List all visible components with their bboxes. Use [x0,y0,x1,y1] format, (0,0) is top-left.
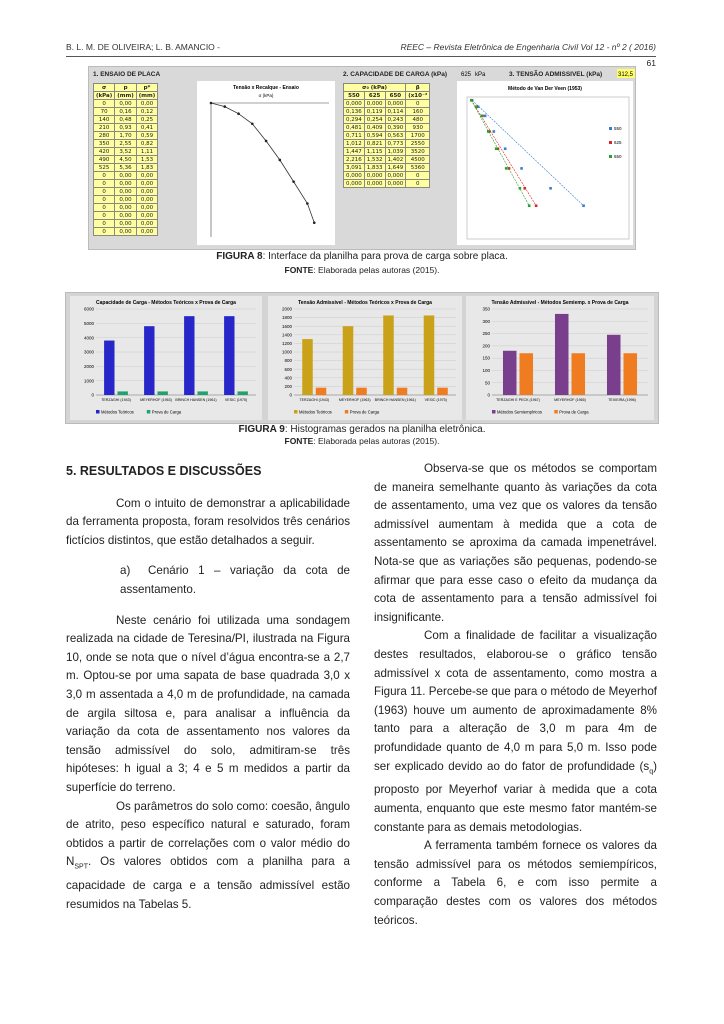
fig8-title-3: 3. TENSÃO ADMISSIVEL (kPa) [509,71,603,78]
fig9-source-label: FONTE [284,436,314,446]
table-row [94,228,158,236]
fig8-title-2: 2. CAPACIDADE DE CARGA (kPa) [343,71,448,78]
table-cell: 5,36 [115,164,137,172]
table-cell: 5360 [406,164,430,172]
table-cell: 490 [94,156,115,164]
chart3-point [475,105,478,108]
fig9-category-label: MEYERHOF (1963) [140,398,172,402]
table-cell: 0,000 [344,100,365,108]
chart3-point [470,99,473,102]
fig9-bar [437,388,448,395]
fig9-tick-label: 0 [487,392,490,398]
table-cell: 0,000 [364,100,385,108]
page-number: 61 [646,58,656,68]
table-cell: 0 [94,180,115,188]
fig9-bar [158,391,168,395]
fig9-chart-title: Tensão Admissível - Métodos Teóricos x Prova de Carga [298,300,432,306]
table-cell: 70 [94,108,115,116]
chart3-legend-swatch [609,127,612,130]
table-cell: 0 [94,188,115,196]
table-cell: 1,53 [136,156,158,164]
table-cell: 0,00 [115,228,137,236]
scenario-item-marker: a) [120,564,131,578]
chart3-point [582,204,585,207]
fig9-category-label: MEYERHOF (1965) [554,398,586,402]
fig9-bar [520,353,534,395]
fig9-tick-label: 3000 [83,349,94,355]
table-cell: 0,41 [136,124,158,132]
table-cell: 0 [406,172,430,180]
fig8-t2-subcol: 650 [385,92,406,100]
table-row [94,132,158,140]
table-cell: 210 [94,124,115,132]
chart3-legend-label: 650 [614,154,622,159]
fig9-category-label: VESIC (1975) [224,398,248,402]
table-cell: 480 [406,116,430,124]
left-paragraph-1: Com o intuito de demonstrar a aplicabilidade da ferramenta proposta, foram resolvidos três cenários fictícios distintos, que estão detalhados a seguir. [66,496,350,547]
table-cell: 0,390 [385,124,406,132]
table-row [94,188,158,196]
table-cell: 0,00 [115,220,137,228]
table-row [94,156,158,164]
table-cell: 1,83 [136,164,158,172]
left-paragraph-3-a: Os parâmetros do solo como: coesão, ângulo de atrito, peso específico natural e saturado, foram obtidos a partir de correlações com o valor médio do N [66,799,350,869]
fig9-tick-label: 0 [91,392,94,398]
table-cell: 0,294 [344,116,365,124]
fig9-legend-label: Métodos Teóricos [299,409,332,415]
fig9-legend-swatch [492,410,496,414]
chart1-point [251,122,254,125]
chart1-point [265,140,268,143]
table-cell: 420 [94,148,115,156]
fig9-legend-label: Métodos Semiempíricos [497,409,542,415]
fig9-bar [198,391,208,395]
table-row [344,180,430,188]
sq-subscript: q [649,767,654,775]
table-cell: 4,50 [115,156,137,164]
table-cell: 0,48 [115,116,137,124]
right-paragraph-1: Observa-se que os métodos se comportam de maneira semelhante quanto às variações da cota de assentamento, uma vez que os valores da tensão admissível aumentam à medida que a cota de assentamento se aproxima da camada impenetrável. Nota-se que as variações são pequenas, podendo-se afirmar que para esse caso o efeito da mudança da cota de assentamento para a tensão admissível foi insignificante. [374,462,657,624]
fig9-tick-label: 50 [484,380,490,386]
fig8-chart1-bg [197,81,335,245]
table-cell: 0,00 [136,204,158,212]
fig9-tick-label: 1600 [281,323,292,329]
table-row [344,172,430,180]
header-journal: REEC – Revista Eletrônica de Engenharia Civil Vol 12 - nº 2 ( 2016) [400,42,656,52]
chart1-point [237,112,240,115]
table-cell: 0,000 [385,100,406,108]
fig9-category-label: BRINCH HANSEN (1961) [175,398,217,402]
fig8-cap-unit: kPa [475,72,486,78]
fig9-tick-label: 5000 [83,320,94,326]
fig9-caption-text: : Histogramas gerados na planilha eletrônica. [284,424,486,435]
table-cell: 0,000 [364,180,385,188]
fig9-legend-label: Métodos Teóricos [101,409,134,415]
chart1-point [306,202,309,205]
fig9-tick-label: 300 [482,318,490,324]
table-cell: 0,12 [136,108,158,116]
table-row [344,100,430,108]
fig8-source-label: FONTE [284,265,314,275]
fig8-t1-unit: (mm) [115,92,137,100]
fig8-t2-header [344,84,430,92]
table-cell: 0,00 [115,180,137,188]
table-cell: 0,409 [364,124,385,132]
fig9-bar [383,315,394,395]
fig9-category-label: TERZAGHI E PECK (1967) [496,398,540,402]
fig8-chart1-title: Tensão x Recalque - Ensaio [233,85,299,91]
chart3-point [484,115,487,118]
chart3-point [505,167,508,170]
table-cell: 0 [94,220,115,228]
table-cell: 3520 [406,148,430,156]
table-row [94,108,158,116]
figure-9-histograms [65,292,659,424]
fig9-chart-2 [268,296,462,420]
chart3-legend-label: 550 [614,126,622,131]
table-row [344,156,430,164]
table-cell: 0,000 [385,180,406,188]
table-cell: 0,25 [136,116,158,124]
table-cell: 2,216 [344,156,365,164]
table-cell: 0,00 [136,220,158,228]
chart3-legend-swatch [609,155,612,158]
table-row [94,196,158,204]
right-paragraph-2-a: Com a finalidade de facilitar a visualização destes resultados, elaborou-se o gráfico tensão admissível x cota de assentamento, como mostra a Figura 11. Percebe-se que para o método de Meyerhof (1963) houve um aumento de aproximadamente 8% tanto para a alteração de 3,0 m para 4m de profundidade quanto de 4,0 m para 5,0 m. Isso pode ser explicado devido ao do fator de profundidade (s [374,629,657,773]
table-row [94,172,158,180]
table-cell: 0,119 [364,108,385,116]
table-cell: 2,55 [115,140,137,148]
fig8-chart3-title: Método de Van Der Veen (1953) [508,86,582,92]
table-cell: 0,114 [385,108,406,116]
scenario-item [66,562,350,599]
table-row [94,148,158,156]
fig9-tick-label: 1000 [83,378,94,384]
table-row [94,100,158,108]
table-cell: 0 [94,196,115,204]
chart1-point [210,102,213,105]
fig9-bar [184,316,194,395]
table-cell: 3,091 [344,164,365,172]
table-row [344,124,430,132]
chart3-legend-label: 625 [614,140,622,145]
table-cell: 0,00 [115,196,137,204]
table-cell: 0,00 [136,228,158,236]
table-cell: 0,00 [115,100,137,108]
fig9-bar [343,326,354,395]
fig9-tick-label: 250 [482,331,490,337]
fig8-chart1-subtitle: σ (kPa) [258,93,274,98]
fig8-t2-sub [344,92,430,100]
fig8-title-1: 1. ENSAIO DE PLACA [93,71,161,78]
table-cell: 0,000 [344,172,365,180]
chart1-point [313,221,316,224]
fig8-t2-subcol: (x10⁻³ [406,92,430,100]
nspt-subscript: SPT [74,863,88,871]
table-cell: 0,711 [344,132,365,140]
table-cell: 1,649 [385,164,406,172]
table-row [94,204,158,212]
figure-9-source [0,436,724,446]
table-cell: 0,00 [115,204,137,212]
table-cell: 0,00 [115,212,137,220]
fig8-adm-value: 312,5 [618,72,634,78]
fig8-t1-units [94,92,158,100]
right-column [374,460,657,930]
fig8-t1-unit: (kPa) [94,92,115,100]
table-cell: 280 [94,132,115,140]
table-cell: 0 [94,100,115,108]
table-cell: 0,000 [344,180,365,188]
fig9-bar [397,388,408,395]
table-cell: 0,773 [385,140,406,148]
fig9-source-text: : Elaborada pelas autoras (2015). [313,436,440,446]
table-cell: 140 [94,116,115,124]
table-cell: 0 [94,172,115,180]
table-cell: 160 [406,108,430,116]
table-cell: 930 [406,124,430,132]
fig9-tick-label: 400 [284,375,292,381]
fig9-tick-label: 200 [482,343,490,349]
table-cell: 0,93 [115,124,137,132]
table-cell: 0,243 [385,116,406,124]
fig9-bar [424,315,435,395]
fig9-bar [607,335,621,395]
table-row [94,220,158,228]
figure-8-source [0,265,724,275]
right-paragraph-3: A ferramenta também fornece os valores da tensão admissível para os métodos semiempíricos, conforme a Tabela 6, e com isso permite a comparação destes com os valores dos métodos teóricos. [374,839,657,927]
table-cell: 3,52 [115,148,137,156]
table-row [344,108,430,116]
fig9-tick-label: 200 [284,384,292,389]
table-cell: 1,447 [344,148,365,156]
fig9-bar [555,314,569,395]
fig9-tick-label: 1000 [281,349,292,355]
table-cell: 1,012 [344,140,365,148]
table-row [94,124,158,132]
table-cell: 0,136 [344,108,365,116]
table-cell: 0,00 [136,100,158,108]
fig9-bar [144,326,154,395]
fig9-bar [238,391,248,395]
table-cell: 1,11 [136,148,158,156]
fig9-legend-swatch [554,410,558,414]
table-cell: 2550 [406,140,430,148]
fig9-bar [224,316,234,395]
fig9-tick-label: 2000 [281,306,292,312]
fig9-legend-label: Prova de Carga [349,409,380,415]
chart3-point [504,147,507,150]
fig8-t2-col: β [406,84,430,92]
table-cell: 0,000 [364,172,385,180]
fig8-t1-col: p* [136,84,158,92]
fig8-t1-col: σ [94,84,115,92]
figure-8-spreadsheet [88,66,636,250]
left-paragraph-3-b: . Os valores obtidos com a planilha para a capacidade de carga e a tensão admissível estão resumidos na Tabelas 5. [66,855,350,911]
table-cell: 1,70 [115,132,137,140]
chart1-point [223,105,226,108]
fig9-bar [624,353,638,395]
fig9-tick-label: 100 [482,368,490,374]
fig9-category-label: BRINCH HANSEN (1961) [374,398,416,402]
header-authors: B. L. M. DE OLIVEIRA; L. B. AMANCIO - [66,42,220,52]
table-cell: 0 [406,180,430,188]
table-cell: 1,039 [385,148,406,156]
fig9-legend-label: Prova de Carga [559,409,589,415]
fig9-tick-label: 2000 [83,363,94,369]
fig8-cap-value: 625 [461,72,472,78]
chart3-point [520,167,523,170]
table-cell: 0,821 [364,140,385,148]
fig9-tick-label: 1200 [281,341,292,346]
left-paragraph-3 [66,798,350,915]
fig9-tick-label: 350 [482,306,490,312]
fig9-tick-label: 1800 [281,315,292,321]
table-cell: 4500 [406,156,430,164]
fig9-tick-label: 0 [289,392,292,398]
chart3-point [480,115,483,118]
table-cell: 0,254 [364,116,385,124]
fig9-bar [104,341,114,395]
table-cell: 350 [94,140,115,148]
fig9-bar [356,388,367,395]
chart1-point [292,180,295,183]
left-paragraph-2: Neste cenário foi utilizada uma sondagem realizada na cidade de Teresina/PI, ilustrada na Figura 10, onde se nota que o nível d’água encontra-se a 2,7 m. Optou-se por uma sapata de base quadrada 3,0 x 3,0 m assentada a 4,0 m de profundidade, na camada de argila siltosa e, para analisar a influência da variação da cota de assentamento nos valores da tensão admissível do solo, admitiram-se três hipóteses: h igual a 3; 4 e 5 m medidos a partir da superfície do terreno. [66,613,350,794]
table-cell: 1,833 [364,164,385,172]
fig9-tick-label: 800 [284,358,292,364]
fig9-category-label: TEIXEIRA (1996) [608,398,636,402]
fig9-tick-label: 1400 [281,332,292,338]
fig9-chart-1 [70,296,262,420]
fig9-bar [316,388,327,395]
fig8-t1-col: p [115,84,137,92]
table-row [94,212,158,220]
chart3-point [535,204,538,207]
fig8-caption-text: : Interface da planilha para prova de carga sobre placa. [262,251,508,262]
scenario-item-text: Cenário 1 – variação da cota de assentamento. [120,564,350,596]
table-cell: 0,59 [136,132,158,140]
table-cell: 0 [94,212,115,220]
fig9-chart-3 [466,296,654,420]
chart3-point [495,147,498,150]
fig9-bar [503,351,517,395]
table-cell: 0,00 [136,172,158,180]
table-cell: 0,000 [385,172,406,180]
left-column [66,462,350,914]
table-cell: 0 [406,100,430,108]
section-heading: 5. RESULTADOS E DISCUSSÕES [66,464,262,478]
fig9-bar [118,391,128,395]
fig9-label: FIGURA 9 [238,424,285,435]
table-row [344,132,430,140]
fig9-tick-label: 4000 [83,335,94,341]
fig9-legend-swatch [345,410,349,414]
table-row [94,180,158,188]
table-cell: 0 [94,228,115,236]
fig9-legend-swatch [96,410,100,414]
table-row [344,148,430,156]
table-cell: 0,82 [136,140,158,148]
figure-9-canvas [66,293,658,423]
table-row [94,140,158,148]
fig9-legend-label: Prova de Carga [151,409,182,415]
fig9-category-label: TERZAGHI (1943) [299,398,330,402]
fig9-tick-label: 600 [284,366,292,372]
table-row [344,164,430,172]
fig9-bar [302,339,313,395]
table-cell: 0 [94,204,115,212]
fig9-chart-title: Tensão Admissível - Métodos Semiemp. x Prova de Carga [491,300,629,306]
table-cell: 0,16 [115,108,137,116]
right-paragraph-2 [374,627,657,837]
fig8-t1-header [94,84,158,92]
table-cell: 0,00 [136,188,158,196]
fig9-tick-label: 150 [482,355,490,361]
chart3-point [549,187,552,190]
fig9-category-label: MEYERHOF (1963) [338,398,371,402]
fig8-t2-subcol: 550 [344,92,365,100]
chart3-point [493,130,496,133]
table-cell: 1,115 [364,148,385,156]
fig8-table-ensaio [93,83,158,236]
fig9-legend-swatch [294,410,298,414]
fig8-t2-subcol: 625 [364,92,385,100]
fig8-t1-unit: (mm) [136,92,158,100]
table-cell: 1,532 [364,156,385,164]
fig9-bar [572,353,586,395]
table-cell: 0,594 [364,132,385,140]
figure-8-caption [0,250,724,263]
chart1-point [279,159,282,162]
table-row [344,140,430,148]
table-cell: 0,563 [385,132,406,140]
table-cell: 1,402 [385,156,406,164]
fig8-t2-col: σ₀ (kPa) [344,84,406,92]
table-cell: 525 [94,164,115,172]
table-row [94,164,158,172]
fig9-chart-title: Capacidade de Carga - Métodos Teóricos x Prova de Carga [96,300,236,306]
table-cell: 0,00 [136,180,158,188]
fig9-legend-swatch [147,410,151,414]
fig9-category-label: VESIC (1975) [424,398,447,402]
figure-9-caption [0,423,724,436]
table-cell: 1700 [406,132,430,140]
table-cell: 0,00 [115,172,137,180]
fig9-category-label: TERZAGHI (1943) [101,398,131,402]
right-paragraph-2-b: ) proposto por Meyerhof variar à medida que a cota aumenta, enquanto que este mesmo fator mantém-se constante para as demais metodologias. [374,759,657,834]
header-rule [66,56,656,57]
fig8-chart3-bg [457,81,633,245]
fig8-table-capacidade [343,83,430,188]
chart3-legend-swatch [609,141,612,144]
table-cell: 0,00 [136,212,158,220]
table-row [94,116,158,124]
fig9-tick-label: 6000 [83,306,94,312]
fig8-source-text: : Elaborada pelas autoras (2015). [313,265,440,275]
table-row [344,116,430,124]
table-cell: 0,481 [344,124,365,132]
table-cell: 0,00 [115,188,137,196]
fig8-label: FIGURA 8 [216,251,263,262]
table-cell: 0,00 [136,196,158,204]
